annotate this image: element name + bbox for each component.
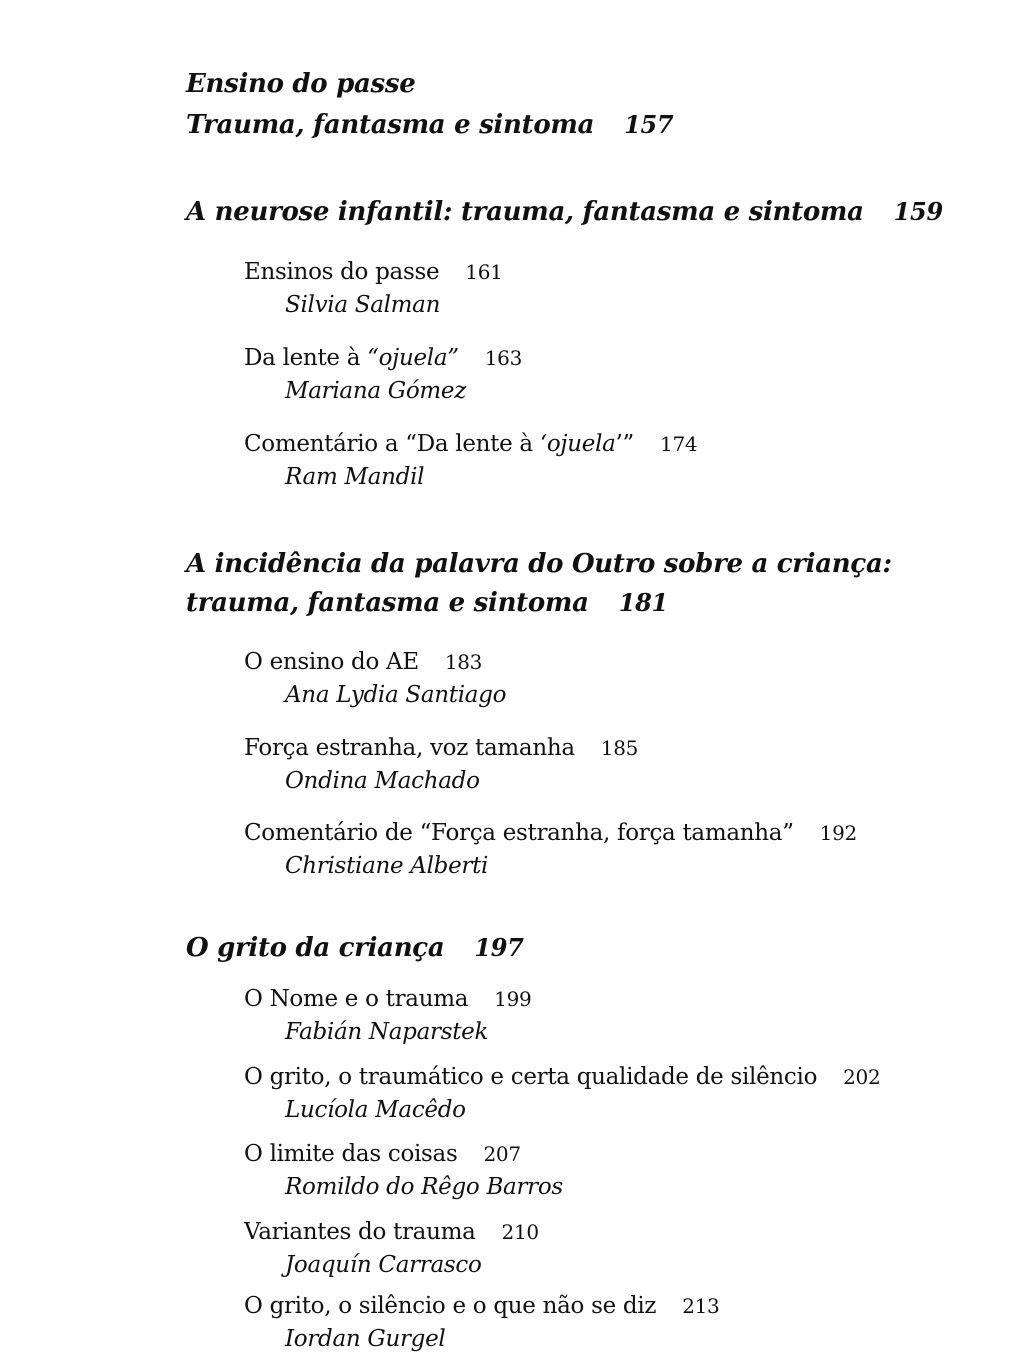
entry-title: O grito, o silêncio e o que não se diz	[244, 1293, 657, 1319]
page-number: 210	[501, 1220, 539, 1244]
entry-title-part: Da lente à	[244, 345, 368, 371]
entry-title: O limite das coisas	[244, 1141, 458, 1167]
entry-title: Variantes do trauma	[244, 1219, 476, 1245]
toc-entry	[244, 1063, 880, 1124]
page-number: 197	[474, 933, 524, 962]
page-number: 183	[444, 650, 483, 674]
entry-title-part: Comentário a “Da lente à	[244, 431, 540, 457]
entry-author: Lucíola Macêdo	[285, 1097, 466, 1123]
page-number: 185	[600, 736, 639, 760]
entry-title: Ensinos do passe	[244, 259, 440, 285]
entry-title-part: ’”	[615, 431, 635, 457]
page-number: 213	[682, 1294, 720, 1318]
page-number: 192	[819, 821, 857, 845]
toc-entry	[244, 1218, 539, 1279]
heading-line: Ensino do passe	[186, 69, 416, 99]
heading-line: A incidência da palavra do Outro sobre a criança:	[186, 549, 892, 579]
page-number: 157	[624, 110, 674, 139]
page-number: 181	[618, 588, 668, 617]
entry-author: Silvia Salman	[285, 292, 441, 318]
page-number: 174	[660, 432, 698, 456]
section-heading	[186, 196, 943, 228]
entry-author: Joaquín Carrasco	[285, 1252, 482, 1278]
entry-author: Iordan Gurgel	[285, 1326, 446, 1352]
entry-author: Ana Lydia Santiago	[285, 682, 507, 708]
page-number: 199	[494, 987, 532, 1011]
section-heading	[186, 68, 673, 141]
toc-entry	[244, 734, 638, 795]
entry-author: Ondina Machado	[285, 768, 480, 794]
page-number: 159	[893, 197, 943, 226]
toc-entry	[244, 258, 503, 319]
entry-title: O Nome e o trauma	[244, 986, 469, 1012]
toc-entry	[244, 648, 506, 709]
toc-entry	[244, 1140, 563, 1201]
toc-entry	[244, 430, 697, 491]
heading-line: Trauma, fantasma e sintoma	[186, 110, 595, 140]
toc-entry	[244, 985, 531, 1046]
entry-author: Mariana Gómez	[285, 378, 467, 404]
heading-line: A neurose infantil: trauma, fantasma e sintoma	[186, 197, 864, 227]
page-number: 161	[465, 260, 503, 284]
entry-title-emphasis: ‘ojuela	[539, 431, 616, 457]
entry-author: Fabián Naparstek	[285, 1019, 489, 1045]
section-heading	[186, 932, 524, 964]
entry-title: O ensino do AE	[244, 649, 419, 675]
heading-line: trauma, fantasma e sintoma	[186, 588, 589, 618]
page-number: 207	[483, 1142, 521, 1166]
entry-author: Romildo do Rêgo Barros	[285, 1174, 563, 1200]
entry-author: Ram Mandil	[285, 464, 425, 490]
entry-author: Christiane Alberti	[285, 853, 489, 879]
entry-title: Comentário de “Força estranha, força tamanha”	[244, 820, 794, 846]
page-number: 163	[484, 346, 523, 370]
entry-title: O grito, o traumático e certa qualidade de silêncio	[244, 1064, 818, 1090]
page-number: 202	[843, 1065, 881, 1089]
entry-title-emphasis: “ojuela”	[367, 345, 459, 371]
toc-entry	[244, 819, 857, 880]
section-heading	[186, 548, 892, 619]
heading-line: O grito da criança	[186, 933, 445, 963]
entry-title: Força estranha, voz tamanha	[244, 735, 575, 761]
toc-entry	[244, 1292, 719, 1353]
toc-entry	[244, 344, 522, 405]
